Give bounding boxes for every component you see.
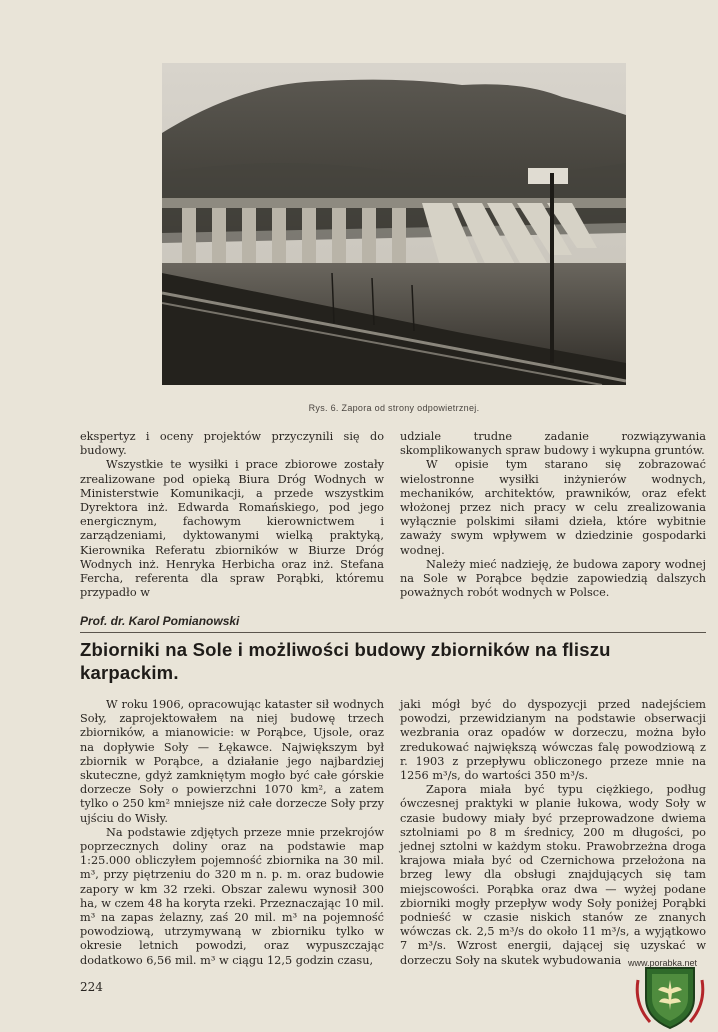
bottom-right-column xyxy=(400,698,706,968)
paragraph: Należy mieć nadzieję, że budowa zapory wodnej na Sole w Porąbce będzie zapowiedzią dalszych poważnych robót wodnych w Polsce. xyxy=(400,557,706,600)
paragraph: jaki mógł być do dyspozycji przed nadejściem powodzi, przewidzianym na podstawie obserwacji wezbrania oraz opadów w dorzeczu, można było zredukować największą wówczas falę powodziową z r. 1903 z przepływu obliczonego przeze mnie na 1256 m³/s, do wartości 350 m³/s. xyxy=(400,698,706,783)
bottom-left-column xyxy=(80,698,384,968)
top-right-column xyxy=(400,430,706,600)
paragraph: udziale trudne zadanie rozwiązywania skomplikowanych spraw budowy i wykupna gruntów. xyxy=(400,430,706,458)
article-title: Zbiorniki na Sole i możliwości budowy zbiorników na fliszu karpackim. xyxy=(80,639,611,683)
paragraph: Wszystkie te wysiłki i prace zbiorowe zostały zrealizowane pod opieką Biura Dróg Wodnych w Ministerstwie Komunikacji, a przede wszystkim Dyrektora inż. Edwarda Romańskiego, pod jego energicznym, fachowym kierownictwem i zarządzeniami, dyktowanymi wielką praktyką, Kierownika Referatu zbiorników w Biurze Dróg Wodnych inż. Henryka Herbicha oraz inż. Stefana Fercha, referenta dla spraw Porąbki, któremu przypadło w xyxy=(80,458,384,600)
paragraph: ekspertyz i oceny projektów przyczynili się do budowy. xyxy=(80,430,384,458)
article-author: Prof. dr. Karol Pomianowski xyxy=(80,614,706,633)
paragraph: W roku 1906, opracowując kataster sił wodnych Soły, zaprojektowałem na niej budowę trzech zbiorników, a mianowicie: w Porąbce, Ujsole, oraz na dopływie Soły — Łękawce. Największym był zbiornik w Porąbce, a działanie jego najbardziej skuteczne, gdyż zamkniętym mogło być całe górskie dorzecze Soły o powierzchni 1070 km², a zatem tylko o 250 km² mniejsze niż całe dorzecze Soły przy ujściu do Wisły. xyxy=(80,698,384,825)
society-seal-icon xyxy=(628,960,712,1030)
top-left-column xyxy=(80,430,384,600)
page-number: 224 xyxy=(80,980,103,994)
watermark-url: www.porabka.net xyxy=(628,958,698,968)
paragraph: Na podstawie zdjętych przeze mnie przekrojów poprzecznych doliny oraz na podstawie map 1:25.000 obliczyłem pojemność zbiornika na 30 mil. m³, przy piętrzeniu do 320 m n. p. m. oraz budowie zapory w km 32 rzeki. Obszar zalewu wynosił 300 ha, w czem 48 ha koryta rzeki. Przeznaczając 10 mil. m³ na zapas żelazny, zaś 20 mil. m³ na pojemność powodziową, utrzymywaną w zbiorniku tylko w okresie letnich powodzi, oraz wypuszczając dodatkowo 6,56 mil. m³ w ciągu 12,5 godzin czasu, xyxy=(80,825,384,967)
figure-caption: Rys. 6. Zapora od strony odpowietrznej. xyxy=(308,403,480,413)
paragraph: Zapora miała być typu ciężkiego, podług ówczesnej praktyki w planie łukowa, wody Soły w czasie budowy miały być przeprowadzone dwiema sztolniami po 8 m średnicy, 200 m długości, po jednej sztolni w każdym stoku. Prawobrzeżna droga krajowa miała być od Czernichowa przełożona na brzeg lewy dla obsługi znajdujących się tam miejscowości. Porąbka oraz dwa — wyżej podane zbiorniki mogły przepływ wody Soły poniżej Porąbki podnieść w czasie niskich stanów ze znanych wówczas ck. 2,5 m³/s do około 11 m³/s, a wyjątkowo 7 m³/s. Wzrost energii, dającej się uzyskać w dorzeczu Soły na skutek wybudowania xyxy=(400,783,706,967)
paragraph: W opisie tym starano się zobrazować wielostronne wysiłki inżynierów wodnych, mechaników, architektów, prawników, oraz efekt włożonej przez nich pracy w celu zrealizowania wyłącznie polskimi siłami dzieła, które wybitnie zaważy swym wpływem w dziedzinie gospodarki wodnej. xyxy=(400,458,706,557)
dam-photograph xyxy=(162,63,626,385)
